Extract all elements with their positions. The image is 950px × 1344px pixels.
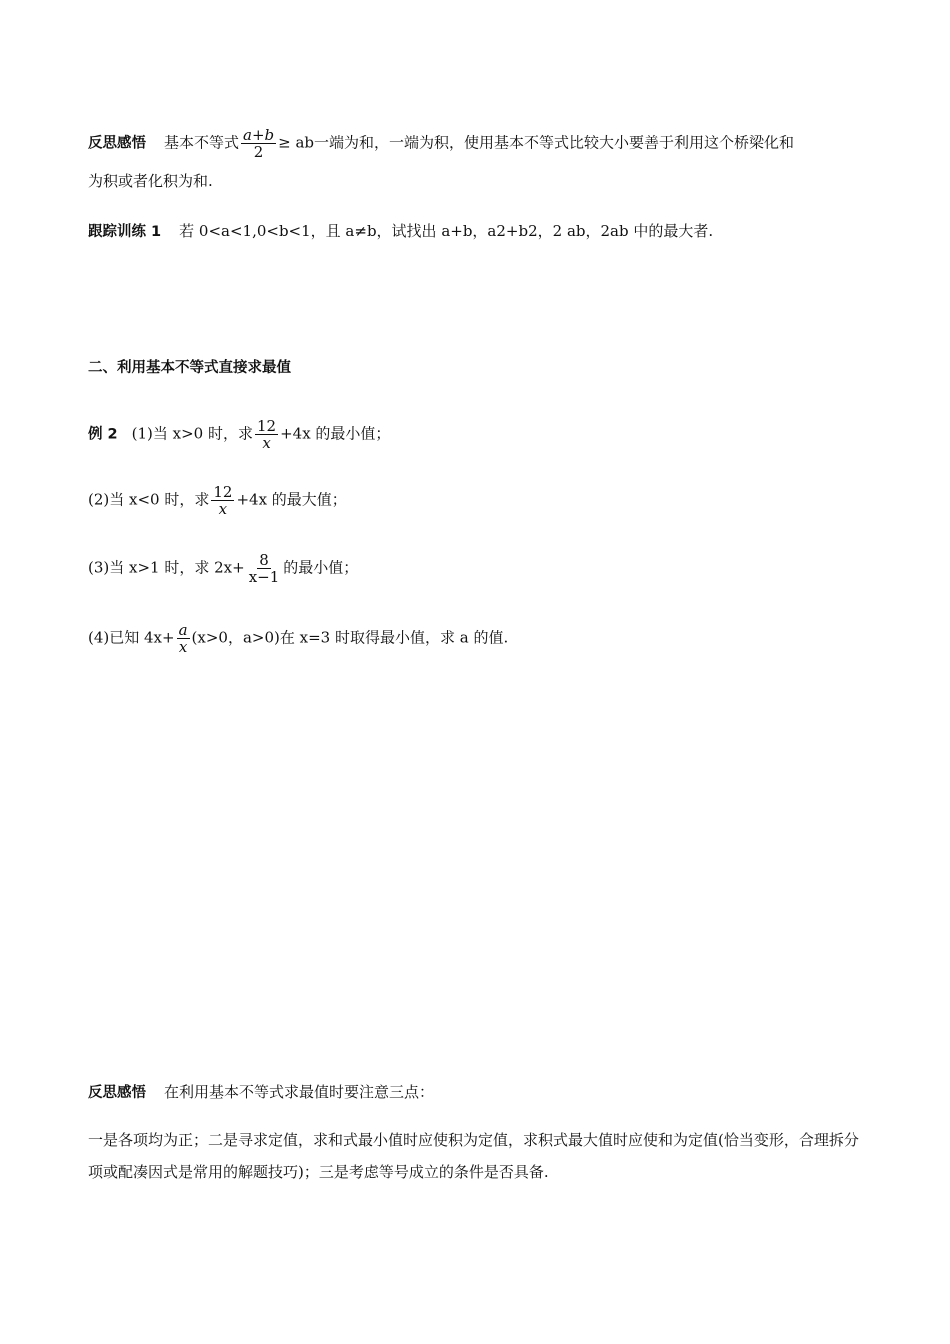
example-2-q2 (88, 484, 347, 517)
fraction-a-over-x (177, 622, 190, 655)
reflection-text-before: 基本不等式 (164, 133, 240, 152)
example-2-q4 (88, 622, 508, 655)
reflection-2-body: 一是各项均为正；二是寻求定值，求和式最小值时应使积为定值，求积式最大值时应使和为定值(恰当变形，合理拆分项或配凑因式是常用的解题技巧)；三是考虑等号成立的条件是否具备. (88, 1131, 859, 1181)
q1-after: +4x 的最小值； (280, 424, 391, 443)
q3-after: 的最小值； (283, 558, 359, 577)
fraction-denominator: x (218, 500, 228, 518)
reflection-text: 在利用基本不等式求最值时要注意三点： (164, 1083, 435, 1101)
example-2-q3 (88, 552, 358, 585)
training-text: 若 0<a<1,0<b<1，且 a≠b，试找出 a+b，a2+b2，2 ab，2ab 中的最大者. (179, 222, 714, 240)
fraction-12-over-x (255, 418, 278, 451)
reflection-1-line-2: 为积或者化积为和. (88, 172, 213, 190)
fraction-8-over-x-minus-1 (247, 552, 282, 585)
q4-after: (x>0，a>0)在 x=3 时取得最小值，求 a 的值. (191, 628, 509, 647)
reflection-text-after: ≥ ab一端为和，一端为积，使用基本不等式比较大小要善于利用这个桥梁化和 (278, 133, 795, 152)
reflection-label: 反思感悟 (88, 135, 146, 152)
fraction-12-over-x (211, 484, 234, 517)
section-title: 二、利用基本不等式直接求最值 (88, 360, 291, 376)
training-label: 跟踪训练 1 (88, 224, 162, 240)
fraction-denominator: x−1 (248, 568, 280, 586)
fraction-numerator: 12 (213, 483, 233, 501)
training-1 (88, 221, 713, 242)
example-label: 例 2 (88, 426, 118, 443)
fraction-a-plus-b-over-2 (241, 127, 276, 160)
q1-before: (1)当 x>0 时，求 (131, 424, 253, 443)
fraction-denominator: 2 (253, 143, 264, 161)
fraction-denominator: x (262, 434, 271, 452)
reflection-2-header (88, 1082, 434, 1103)
q2-before: (2)当 x<0 时，求 (88, 490, 210, 509)
fraction-numerator: a (178, 621, 188, 639)
q3-before: (3)当 x>1 时，求 2x+ (88, 558, 245, 577)
fraction-numerator: 8 (259, 551, 269, 569)
reflection-1-line-1 (88, 127, 794, 160)
fraction-numerator: a+b (243, 126, 275, 144)
q2-after: +4x 的最大值； (236, 490, 347, 509)
fraction-numerator: 12 (257, 417, 277, 435)
example-2-q1 (88, 418, 390, 451)
reflection-label: 反思感悟 (88, 1085, 146, 1101)
fraction-denominator: x (178, 638, 188, 656)
q4-before: (4)已知 4x+ (88, 628, 175, 647)
